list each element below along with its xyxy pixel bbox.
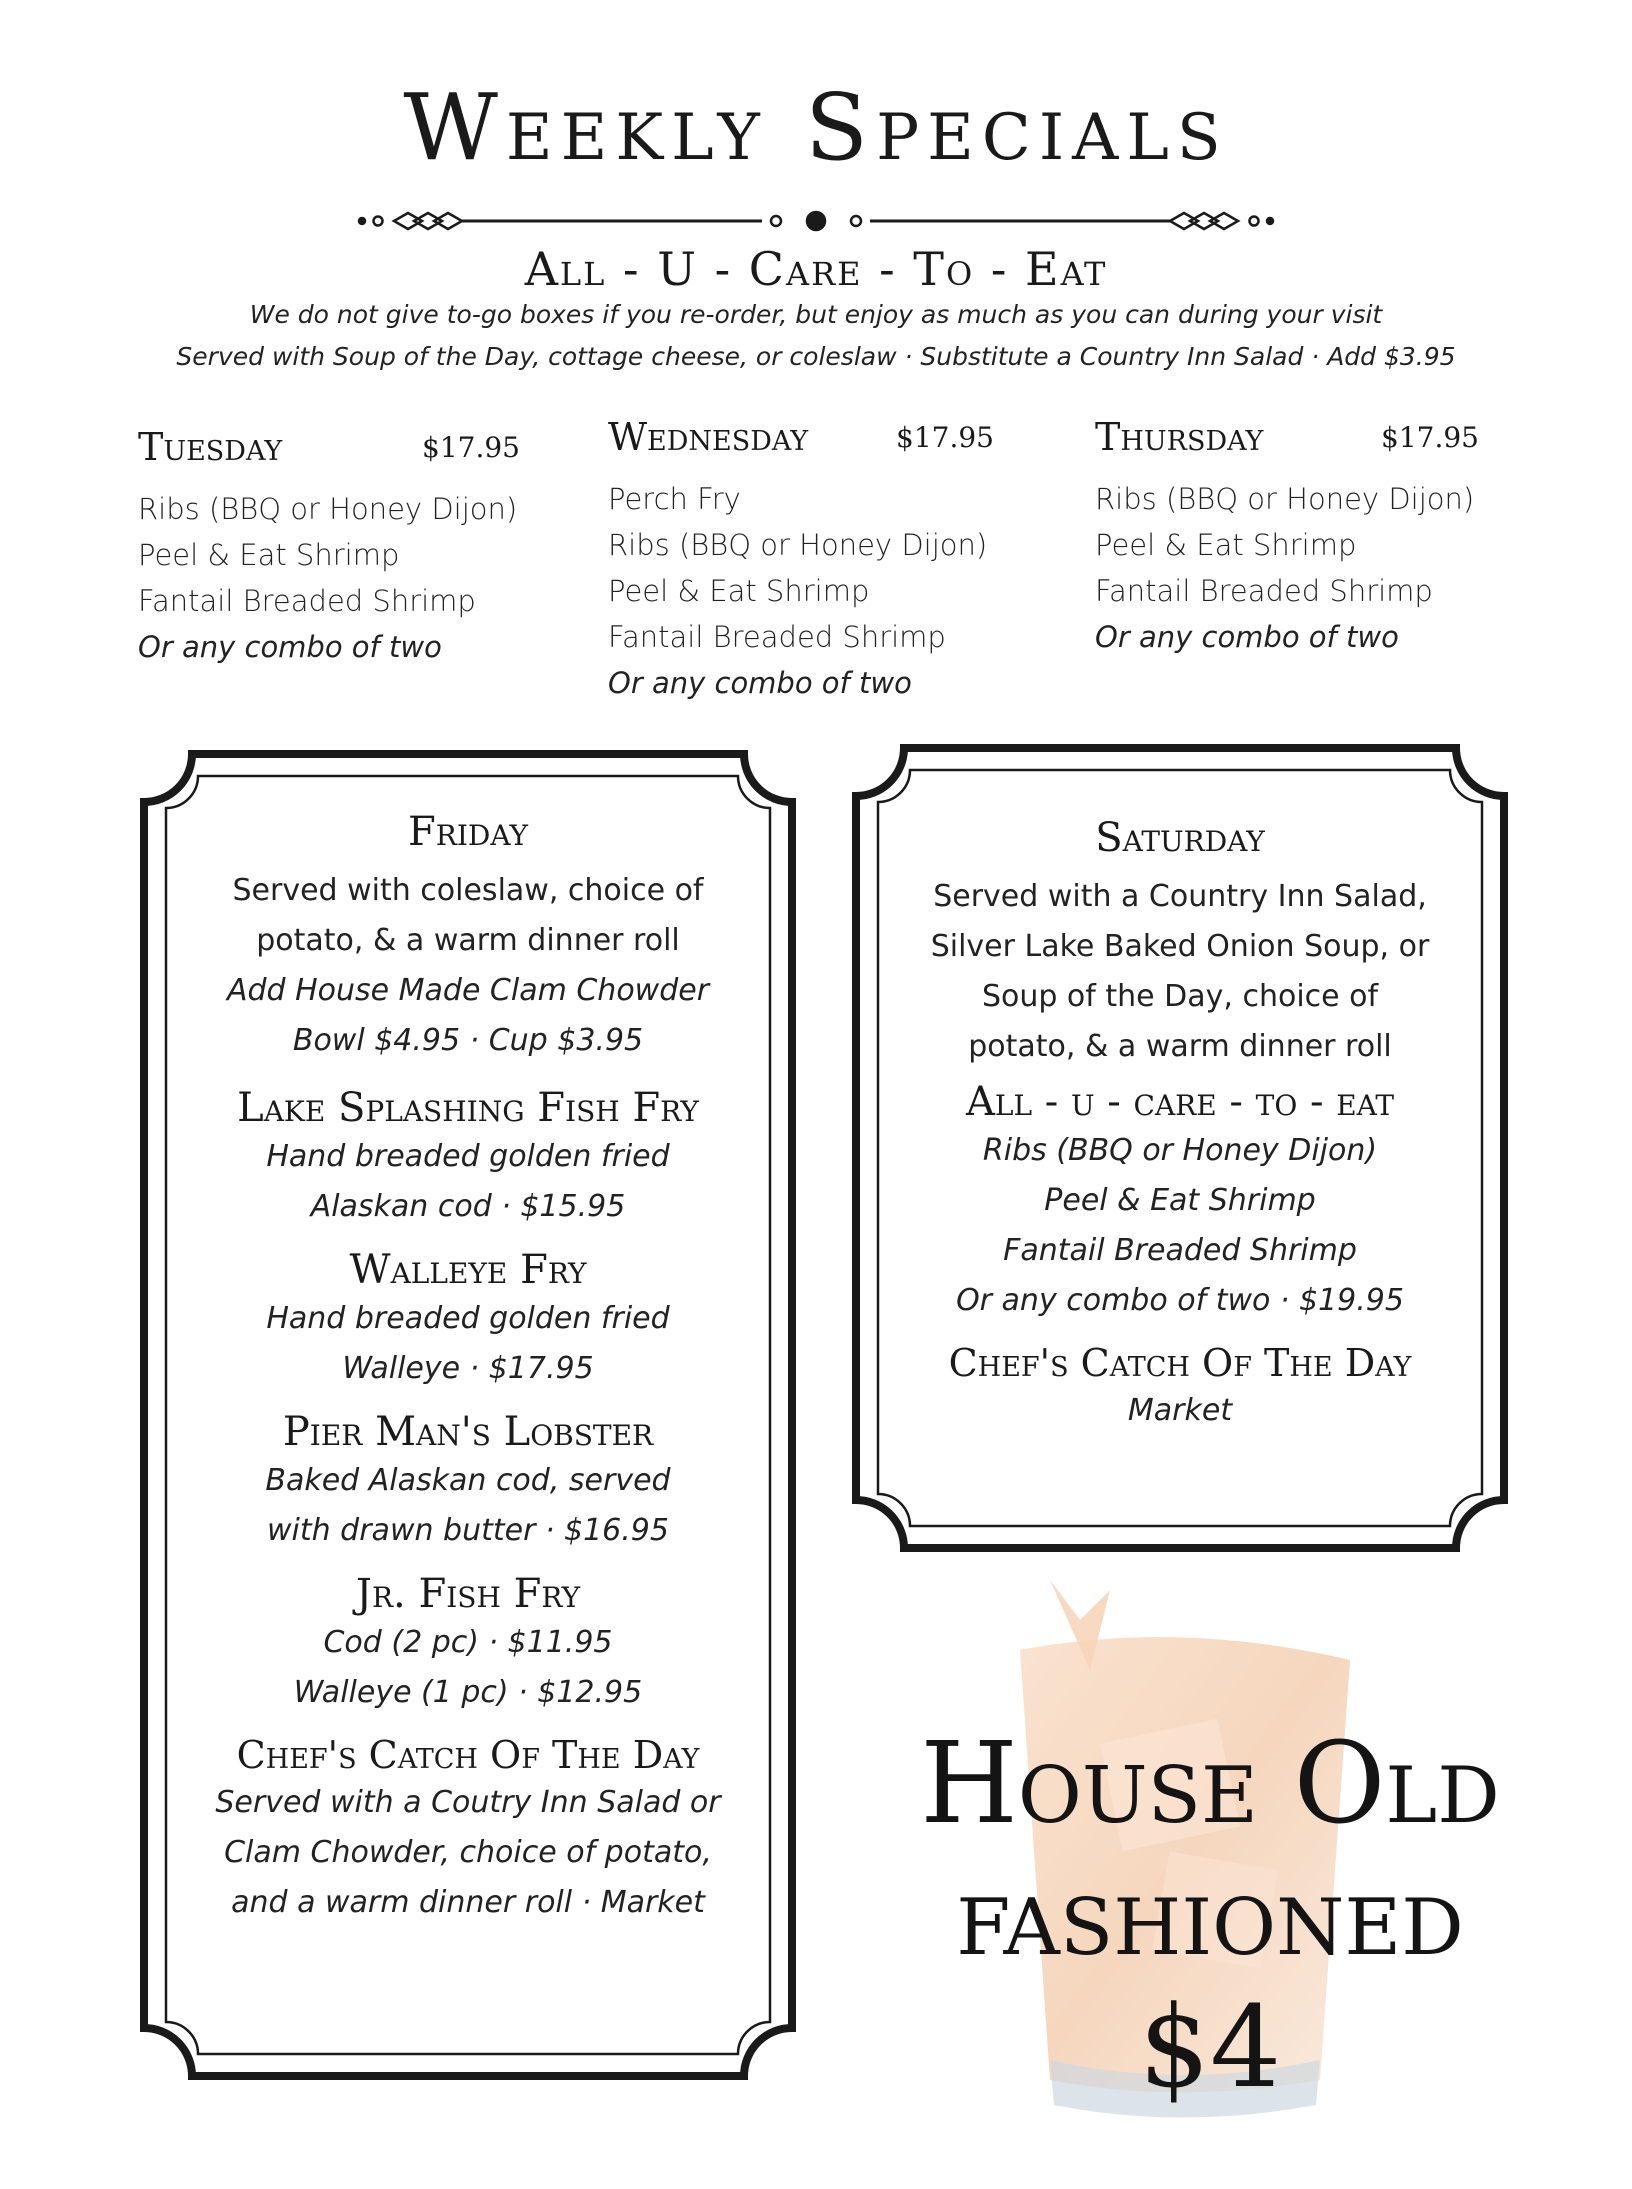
list-item: Peel & Eat Shrimp: [138, 538, 400, 572]
combo-note: Or any combo of two: [608, 666, 912, 700]
list-item: Peel & Eat Shrimp: [1095, 528, 1357, 562]
lake-splashing-price: Alaskan cod · $15.95: [310, 1189, 626, 1224]
friday-chef-catch-desc: Clam Chowder, choice of potato,: [224, 1835, 712, 1870]
tuesday-section: [138, 425, 520, 670]
wednesday-price: $17.95: [896, 421, 994, 454]
thursday-section: [1095, 415, 1479, 660]
friday-chef-catch-title: Chef's Catch Of The Day: [236, 1733, 700, 1777]
wednesday-title: Wednesday: [608, 415, 809, 459]
saturday-chef-catch-title: Chef's Catch Of The Day: [948, 1341, 1412, 1385]
saturday-title: Saturday: [1095, 815, 1265, 861]
drink-price: $4: [1138, 1983, 1282, 2113]
walleye-fry-price: Walleye · $17.95: [342, 1351, 594, 1386]
list-item: Fantail Breaded Shrimp: [608, 620, 946, 654]
thursday-title: Thursday: [1095, 415, 1264, 459]
jr-fish-fry-title: Jr. Fish Fry: [355, 1571, 581, 1617]
list-item: Ribs (BBQ or Honey Dijon): [982, 1133, 1378, 1168]
list-item: Ribs (BBQ or Honey Dijon): [138, 492, 518, 526]
saturday-intro: potato, & a warm dinner roll: [968, 1029, 1392, 1064]
jr-cod-price: Cod (2 pc) · $11.95: [323, 1625, 613, 1660]
list-item: Peel & Eat Shrimp: [1044, 1183, 1316, 1218]
list-item: Ribs (BBQ or Honey Dijon): [608, 528, 988, 562]
lobster-price: with drawn butter · $16.95: [267, 1513, 669, 1548]
friday-title: Friday: [408, 809, 528, 855]
all-u-care-to-eat-heading: All - U - Care - To - Eat: [524, 242, 1108, 296]
chowder-addon: Add House Made Clam Chowder: [226, 973, 710, 1008]
list-item: Fantail Breaded Shrimp: [1095, 574, 1433, 608]
list-item: Peel & Eat Shrimp: [608, 574, 870, 608]
lake-splashing-title: Lake Splashing Fish Fry: [237, 1085, 699, 1131]
sides-note: Served with Soup of the Day, cottage cheese, or coleslaw · Substitute a Country Inn Salad · Add $3.95: [176, 342, 1456, 371]
saturday-intro: Silver Lake Baked Onion Soup, or: [930, 929, 1430, 964]
combo-note: Or any combo of two: [138, 630, 442, 664]
walleye-fry-title: Walleye Fry: [349, 1247, 587, 1293]
lake-splashing-desc: Hand breaded golden fried: [266, 1139, 670, 1174]
friday-chef-catch-desc: and a warm dinner roll · Market: [231, 1885, 705, 1920]
list-item: Perch Fry: [608, 482, 741, 516]
tuesday-price: $17.95: [422, 431, 520, 464]
saturday-intro: Soup of the Day, choice of: [981, 979, 1379, 1014]
walleye-fry-desc: Hand breaded golden fried: [266, 1301, 670, 1336]
chowder-price: Bowl $4.95 · Cup $3.95: [292, 1023, 644, 1058]
list-item: Ribs (BBQ or Honey Dijon): [1095, 482, 1475, 516]
saturday-all-u-care-title: All - u - care - to - eat: [965, 1079, 1395, 1125]
saturday-combo-price: Or any combo of two · $19.95: [956, 1283, 1404, 1318]
friday-intro: potato, & a warm dinner roll: [256, 923, 680, 958]
house-old-fashioned-promo: [800, 1718, 1620, 2114]
combo-note: Or any combo of two: [1095, 620, 1399, 654]
saturday-intro: Served with a Country Inn Salad,: [933, 879, 1427, 914]
friday-chef-catch-desc: Served with a Coutry Inn Salad or: [215, 1785, 721, 1820]
list-item: Fantail Breaded Shrimp: [138, 584, 476, 618]
saturday-panel: [870, 815, 1490, 1436]
tuesday-title: Tuesday: [138, 425, 283, 469]
friday-intro: Served with coleslaw, choice of: [232, 873, 704, 908]
ornamental-divider: [356, 203, 1276, 239]
thursday-price: $17.95: [1381, 421, 1479, 454]
lobster-title: Pier Man's Lobster: [282, 1409, 654, 1455]
lobster-desc: Baked Alaskan cod, served: [265, 1463, 671, 1498]
saturday-chef-catch-price: Market: [1127, 1393, 1233, 1428]
drink-name: House Old: [920, 1719, 1500, 1849]
wednesday-section: [608, 415, 994, 706]
drink-name: fashioned: [956, 1851, 1464, 1981]
page-title: Weekly Specials: [403, 74, 1229, 181]
jr-walleye-price: Walleye (1 pc) · $12.95: [293, 1675, 643, 1710]
list-item: Fantail Breaded Shrimp: [1003, 1233, 1357, 1268]
friday-panel: [160, 809, 776, 1928]
to-go-note: We do not give to-go boxes if you re-order, but enjoy as much as you can during your visit: [249, 300, 1383, 329]
